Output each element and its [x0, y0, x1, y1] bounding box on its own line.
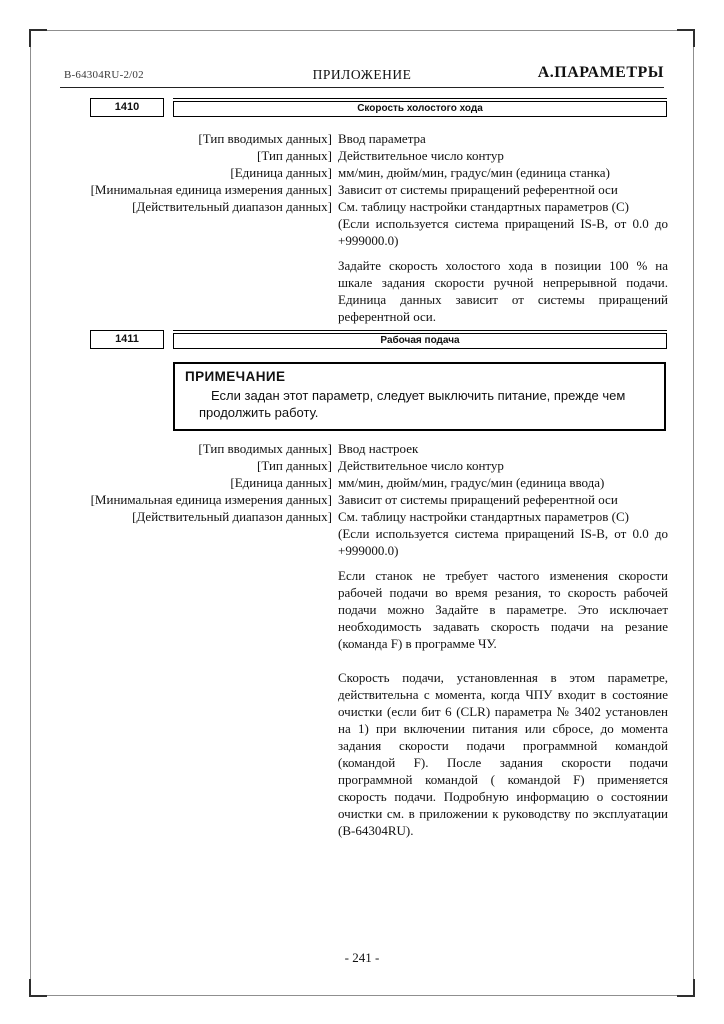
def-value: Ввод настроек: [338, 441, 419, 456]
notice-text: Если задан этот параметр, следует выключить питание, прежде чем продолжить работу.: [199, 388, 626, 420]
param-number-box: 1411: [90, 330, 164, 349]
def-row: [60, 147, 668, 164]
def-label: [Единица данных]: [230, 475, 332, 490]
header-appendix-label: А.ПАРАМЕТРЫ: [537, 64, 664, 81]
def-row: [60, 457, 668, 474]
def-label: [Минимальная единица измерения данных]: [90, 492, 332, 507]
def-label: [Действительный диапазон данных]: [132, 199, 332, 214]
def-row: [60, 198, 668, 215]
def-row: [60, 491, 668, 508]
def-row: [60, 181, 668, 198]
def-label: [Тип вводимых данных]: [198, 131, 332, 146]
page-header: [60, 64, 664, 84]
def-row: [60, 474, 668, 491]
def-value: мм/мин, дюйм/мин, градус/мин (единица ввода): [338, 475, 605, 490]
corner-mark-top-right: [677, 29, 695, 47]
param-number-box: 1410: [90, 98, 164, 117]
def-value: мм/мин, дюйм/мин, градус/мин (единица станка): [338, 165, 610, 180]
notice-title: ПРИМЕЧАНИЕ: [185, 369, 286, 384]
def-value: См. таблицу настройки стандартных параметров (C): [338, 509, 629, 524]
document-id: B-64304RU-2/02: [64, 69, 144, 81]
description-paragraph: Если станок не требует частого изменения скорости рабочей подачи во время резания, то скорость рабочей подачи можно Задайте в параметре. Это исключает необходимость задавать скорость подачи на резание (команда F) в программе ЧУ.: [338, 568, 668, 651]
range-note: (Если используется система приращений IS-B, от 0.0 до +999000.0): [338, 216, 668, 248]
def-row: [60, 508, 668, 525]
param-1411-details: [60, 440, 668, 839]
corner-mark-top-left: [29, 29, 47, 47]
def-label: [Действительный диапазон данных]: [132, 509, 332, 524]
def-value: Ввод параметра: [338, 131, 426, 146]
param-1411-header: [0, 330, 724, 350]
param-1410-header: [0, 98, 724, 118]
def-value: Зависит от системы приращений референтной оси: [338, 492, 618, 507]
corner-mark-bottom-right: [677, 979, 695, 997]
def-row: [60, 440, 668, 457]
def-value: Действительное число контур: [338, 148, 504, 163]
def-row: [60, 164, 668, 181]
def-row: [60, 130, 668, 147]
page-number: - 241 -: [344, 950, 380, 965]
def-value: Зависит от системы приращений референтной оси: [338, 182, 618, 197]
def-label: [Тип вводимых данных]: [198, 441, 332, 456]
header-rule: [60, 87, 664, 88]
description-paragraph: Задайте скорость холостого хода в позиции 100 % на шкале задания скорости ручной непрерывной подачи. Единица данных зависит от системы приращений референтной оси.: [338, 258, 668, 324]
def-label: [Тип данных]: [257, 458, 332, 473]
def-label: [Тип данных]: [257, 148, 332, 163]
param-title-box: Рабочая подача: [173, 333, 667, 349]
def-value: Действительное число контур: [338, 458, 504, 473]
range-note: (Если используется система приращений IS-B, от 0.0 до +999000.0): [338, 526, 668, 558]
corner-mark-bottom-left: [29, 979, 47, 997]
param-1410-details: [60, 130, 668, 325]
notice-box: [173, 362, 666, 431]
def-label: [Единица данных]: [230, 165, 332, 180]
def-label: [Минимальная единица измерения данных]: [90, 182, 332, 197]
description-paragraph: Скорость подачи, установленная в этом параметре, действительна с момента, когда ЧПУ входит в состояние очистки (если бит 6 (CLR) параметра № 3402 установлен на 1) при включении питания или сбросе, до момента задания скорости подачи программной командой (командой F). После задания скорости подачи программной командой ( командой F) применяется скорость подачи. Подробную информацию о состоянии очистки см. в приложении к руководству по эксплуатации (B-64304RU).: [338, 670, 668, 838]
param-title-box: Скорость холостого хода: [173, 101, 667, 117]
header-section-label: ПРИЛОЖЕНИЕ: [312, 67, 412, 82]
def-value: См. таблицу настройки стандартных параметров (C): [338, 199, 629, 214]
